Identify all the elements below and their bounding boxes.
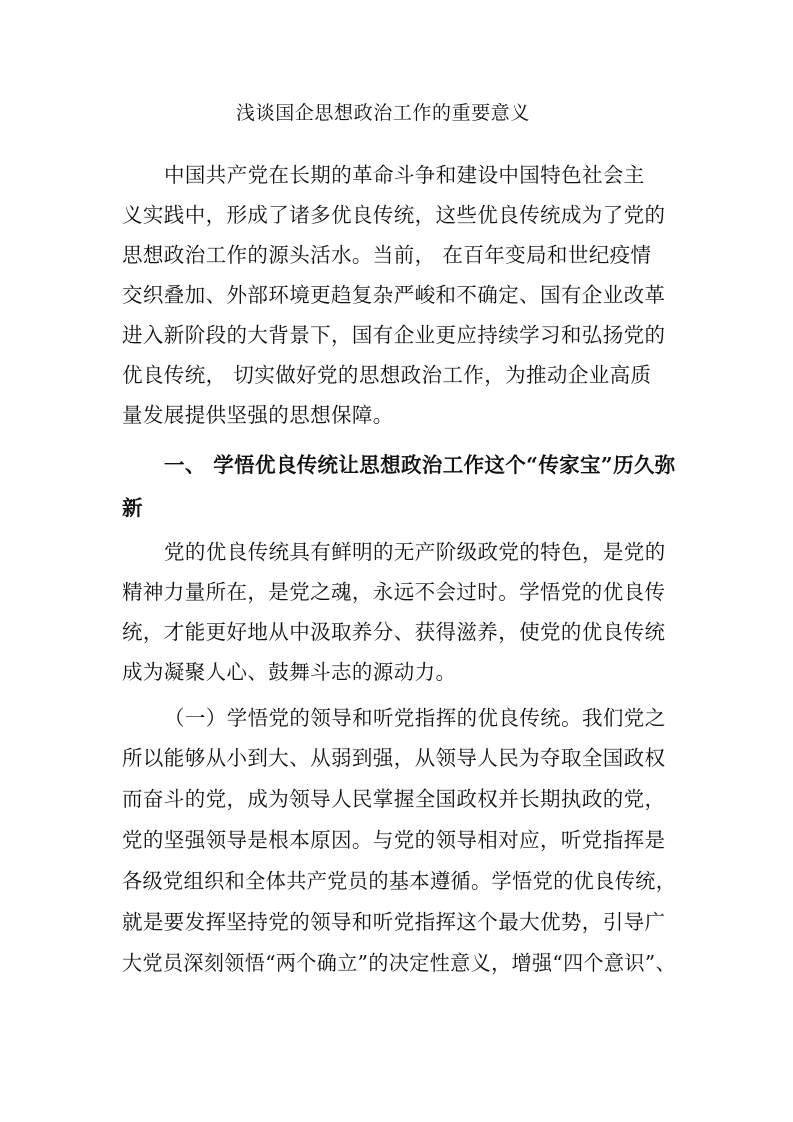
paragraph-line: 大党员深刻领悟“两个确立”的决定性意义，增强“四个意识”、 xyxy=(122,951,677,975)
paragraph-line: 量发展提供坚强的思想保障。 xyxy=(122,403,394,427)
paragraph-line: 思想政治工作的源头活水。当前， 在百年变局和世纪疫情 xyxy=(122,243,652,267)
paragraph-line: 交织叠加、外部环境更趋复杂严峻和不确定、国有企业改革 xyxy=(122,283,666,307)
paragraph-line: 中国共产党在长期的革命斗争和建设中国特色社会主 xyxy=(164,163,645,187)
paragraph-line: 优良传统， 切实做好党的思想政治工作，为推动企业高质 xyxy=(122,363,652,387)
document-title: 浅谈国企思想政治工作的重要意义 xyxy=(236,102,531,124)
paragraph-line: 统，才能更好地从中汲取养分、获得滋养，使党的优良传统 xyxy=(122,620,666,644)
heading-line: 新 xyxy=(122,496,143,520)
paragraph-line: 成为凝聚人心、鼓舞斗志的源动力。 xyxy=(122,660,457,684)
paragraph-line: 党的优良传统具有鲜明的无产阶级政党的特色，是党的 xyxy=(164,540,666,564)
paragraph-line: 义实践中，形成了诸多优良传统，这些优良传统成为了党的 xyxy=(122,203,666,227)
paragraph-line: 而奋斗的党，成为领导人民掌握全国政权并长期执政的党， xyxy=(122,787,666,811)
paragraph-line: 党的坚强领导是根本原因。与党的领导相对应，听党指挥是 xyxy=(122,828,666,852)
paragraph-line: 进入新阶段的大背景下，国有企业更应持续学习和弘扬党的 xyxy=(122,323,666,347)
paragraph-line: 就是要发挥坚持党的领导和听党指挥这个最大优势，引导广 xyxy=(122,910,666,934)
paragraph-line: 精神力量所在，是党之魂，永远不会过时。学悟党的优良传 xyxy=(122,580,666,604)
paragraph-line: 各级党组织和全体共产党员的基本遵循。学悟党的优良传统， xyxy=(122,869,677,893)
heading-line: 一、 学悟优良传统让思想政治工作这个“传家宝”历久弥 xyxy=(164,453,676,477)
paragraph-line: （一）学悟党的领导和听党指挥的优良传统。我们党之 xyxy=(164,706,666,730)
paragraph-line: 所以能够从小到大、从弱到强，从领导人民为夺取全国政权 xyxy=(122,746,666,770)
